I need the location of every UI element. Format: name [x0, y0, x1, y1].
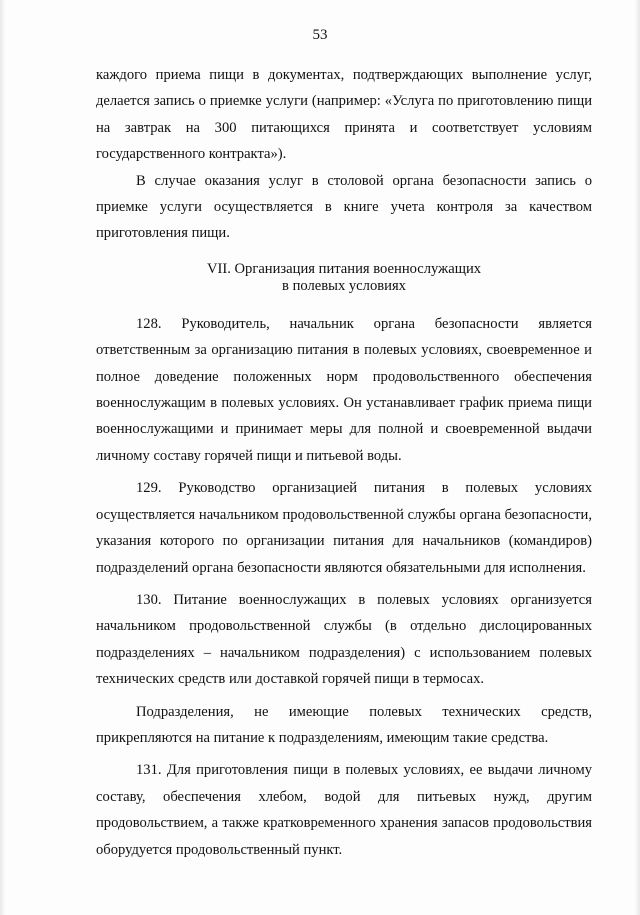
paragraph-130: 130. Питание военнослужащих в полевых условиях организуется начальником продовольственной службы (в отдельно дислоцированных подразделениях – начальником подразделения) с использованием полевых технических средств или доставкой горячей пищи в термосах. [96, 591, 592, 688]
paragraph-129: 129. Руководство организацией питания в полевых условиях осуществляется начальником продовольственной службы органа безопасности, указания которого по организации питания для начальников (командиров) подразделений органа безопасности являются обязательными для исполнения. [96, 480, 592, 576]
paragraph-continuation: каждого приема пищи в документах, подтверждающих выполнение услуг, делается запись о приемке услуги (например: «Услуга по приготовлению пищи на завтрак на 300 питающихся принята и соответствует условиям государственного контракта»). [96, 67, 592, 163]
paragraph-canteen-record: В случае оказания услуг в столовой органа безопасности запись о приемке услуги осуществляется в книге учета контроля за качеством приготовления пищи. [96, 172, 592, 242]
document-body [96, 62, 592, 863]
scan-edge-right [634, 0, 640, 915]
section-heading-line-2: в полевых условиях [282, 277, 406, 294]
scan-edge-left [0, 0, 6, 915]
section-heading [96, 261, 592, 295]
paragraph-131: 131. Для приготовления пищи в полевых условиях, ее выдачи личному составу, обеспечения хлебом, водой для питьевых нужд, другим продовольствием, а также кратковременного хранения запасов продовольствия оборудуется продовольственный пункт. [96, 762, 592, 858]
section-heading-line-1: VII. Организация питания военнослужащих [206, 260, 482, 277]
paragraph-128: 128. Руководитель, начальник органа безопасности является ответственным за организацию питания в полевых условиях, своевременное и полное доведение положенных норм продовольственного обеспечения военнослужащим в полевых условиях. Он устанавливает график приема пищи военнослужащими и принимает меры для полной и своевременной выдачи личному составу горячей пищи и питьевой воды. [96, 315, 592, 464]
page-number: 53 [312, 27, 328, 43]
paragraph-subdivisions: Подразделения, не имеющие полевых технических средств, прикрепляются на питание к подразделениям, имеющим такие средства. [96, 703, 592, 746]
